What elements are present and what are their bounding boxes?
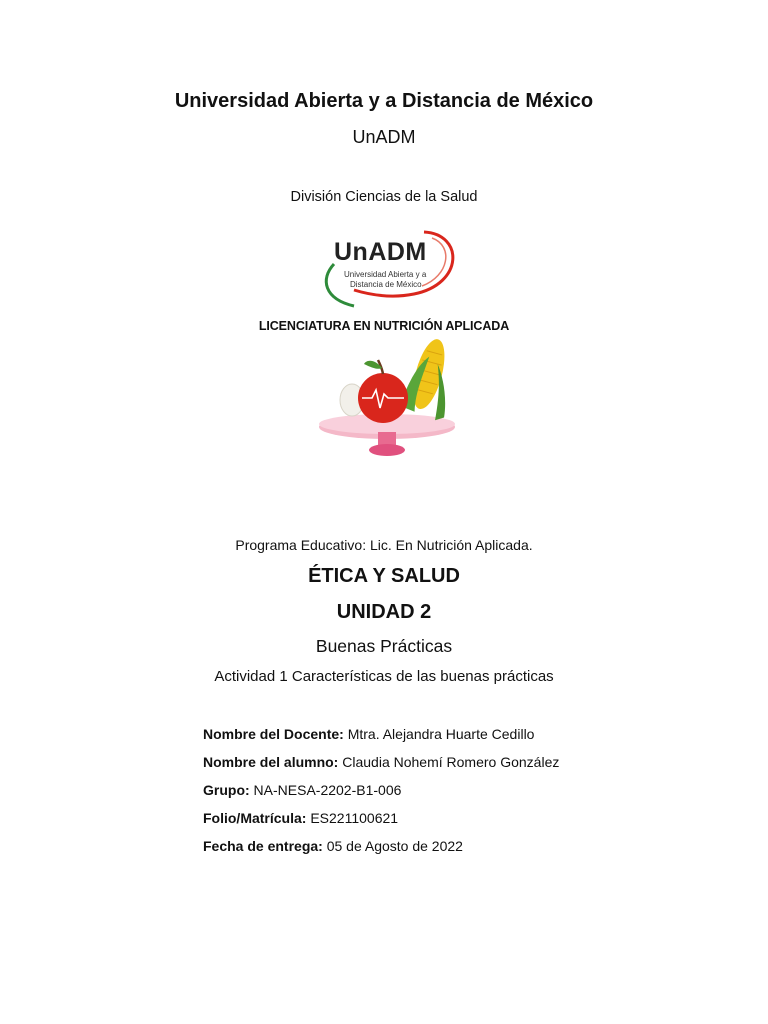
fecha-row <box>203 838 463 854</box>
folio-row <box>203 810 398 826</box>
grupo-value: NA-NESA-2202-B1-006 <box>249 782 402 798</box>
food-plate-illustration-icon <box>316 332 458 462</box>
folio-label: Folio/Matrícula: <box>203 810 307 826</box>
alumno-label: Nombre del alumno: <box>203 754 339 770</box>
grupo-row <box>203 782 401 798</box>
programa-educativo: Programa Educativo: Lic. En Nutrición Aplicada. <box>235 537 533 553</box>
course-title: ÉTICA Y SALUD <box>308 565 460 587</box>
alumno-row <box>203 754 559 770</box>
fecha-value: 05 de Agosto de 2022 <box>322 838 463 854</box>
unit-title: UNIDAD 2 <box>336 601 432 623</box>
folio-value: ES221100621 <box>306 810 399 826</box>
logo-subtitle-line1: Universidad Abierta y a <box>344 270 427 279</box>
docente-value: Mtra. Alejandra Huarte Cedillo <box>343 726 535 742</box>
logo-subtitle-line2: Distancia de México <box>350 280 422 289</box>
program-banner: LICENCIATURA EN NUTRICIÓN APLICADA <box>258 319 510 333</box>
division-name: División Ciencias de la Salud <box>290 189 478 205</box>
university-short-name: UnADM <box>352 127 416 147</box>
fecha-label: Fecha de entrega: <box>203 838 323 854</box>
unadm-logo <box>314 224 464 316</box>
alumno-value: Claudia Nohemí Romero González <box>338 754 560 770</box>
docente-label: Nombre del Docente: <box>203 726 344 742</box>
grupo-label: Grupo: <box>203 782 250 798</box>
activity-title: Actividad 1 Características de las buenas prácticas <box>214 668 554 685</box>
topic-title: Buenas Prácticas <box>315 636 453 656</box>
docente-row <box>203 726 534 742</box>
logo-wordmark: UnADM <box>334 238 427 266</box>
university-title: Universidad Abierta y a Distancia de México <box>174 90 594 112</box>
